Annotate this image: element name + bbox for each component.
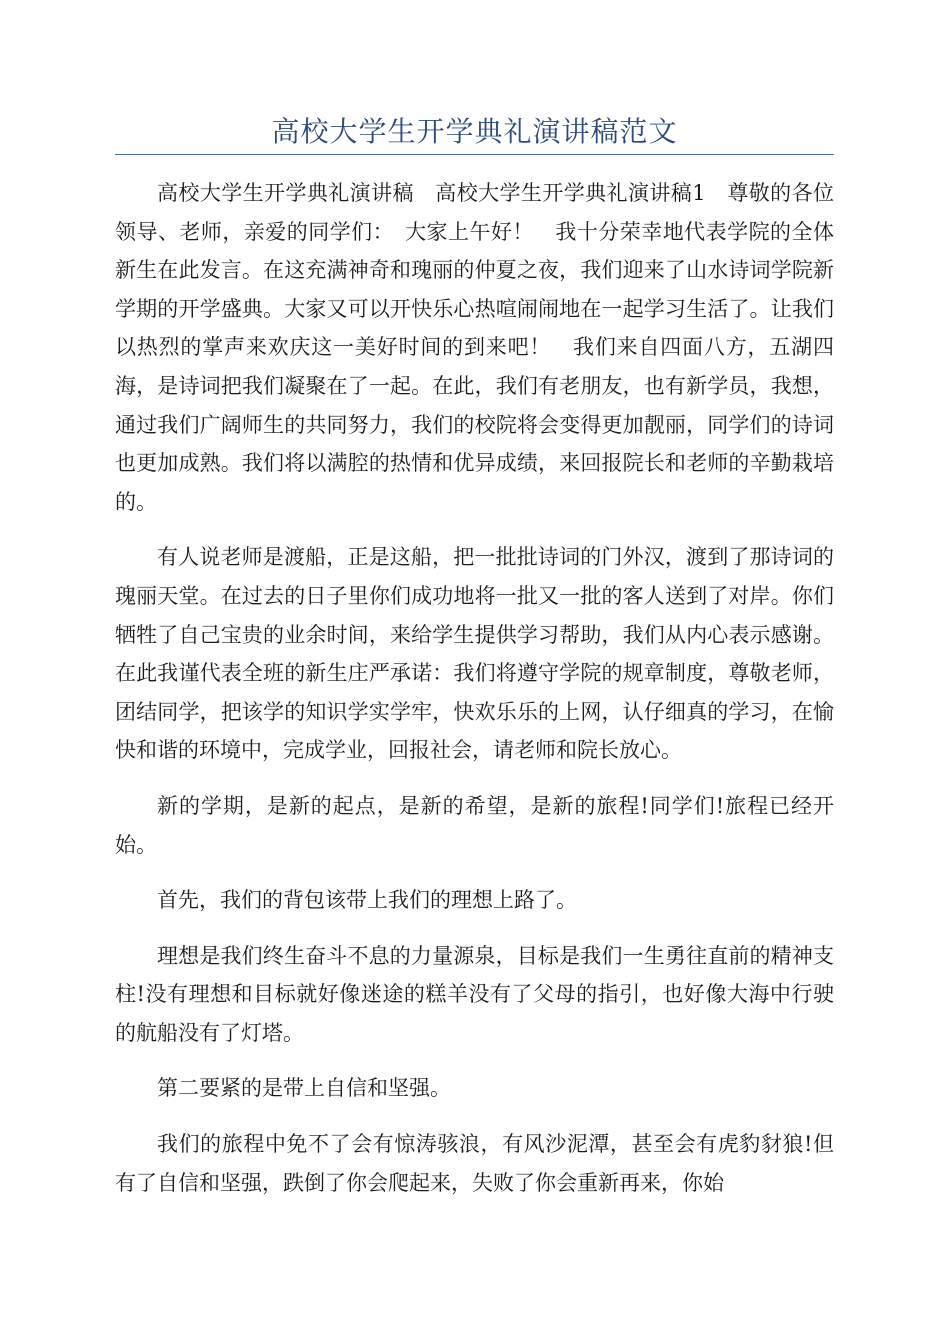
paragraph: 第二要紧的是带上自信和坚强。: [157, 1076, 451, 1101]
paragraph: 有人说老师是渡船，正是这船，把一批批诗词的门外汉，渡到了那诗词的瑰丽天堂。在过去的日子里你们成功地将一批又一批的客人送到了对岸。你们牺牲了自己宝贵的业余时间，来给学生提供学习帮助，我们从内心表示感谢。在此我谨代表全班的新生庄严承诺：我们将遵守学院的规章制度，尊敬老师，团结同学，把该学的知识学实学牢，快欢乐乐的上网，认仔细真的学习，在愉快和谐的环境中，完成学业，回报社会，请老师和院长放心。: [115, 545, 834, 763]
paragraph: 高校大学生开学典礼演讲稿 高校大学生开学典礼演讲稿1 尊敬的各位领导、老师，亲爱的同学们： 大家上午好！ 我十分荣幸地代表学院的全体新生在此发言。在这充满神奇和瑰丽的仲夏之夜，我们迎来了山水诗词学院新学期的开学盛典。大家又可以开快乐心热喧闹闹地在一起学习生活了。让我们以热烈的掌声来欢庆这一美好时间的到来吧！ 我们来自四面八方，五湖四海，是诗词把我们凝聚在了一起。在此，我们有老朋友，也有新学员，我想，通过我们广阔师生的共同努力，我们的校院将会变得更加靓丽，同学们的诗词也更加成熟。我们将以满腔的热情和优异成绩，来回报院长和老师的辛勤栽培的。: [115, 181, 834, 514]
paragraph: 新的学期，是新的起点，是新的希望，是新的旅程!同学们!旅程已经开始。: [115, 793, 834, 857]
document-title: 高校大学生开学典礼演讲稿范文: [271, 115, 678, 148]
paragraph: 首先，我们的背包该带上我们的理想上路了。: [157, 888, 577, 913]
document-body: [115, 174, 834, 1219]
paragraph: 我们的旅程中免不了会有惊涛骇浪，有风沙泥潭，甚至会有虎豹豺狼!但有了自信和坚强，跌倒了你会爬起来，失败了你会重新再来，你始: [115, 1132, 834, 1195]
paragraph: 理想是我们终生奋斗不息的力量源泉，目标是我们一生勇往直前的精神支柱!没有理想和目标就好像迷途的糕羊没有了父母的指引，也好像大海中行驶的航船没有了灯塔。: [115, 943, 834, 1045]
title-underline: [115, 154, 834, 155]
